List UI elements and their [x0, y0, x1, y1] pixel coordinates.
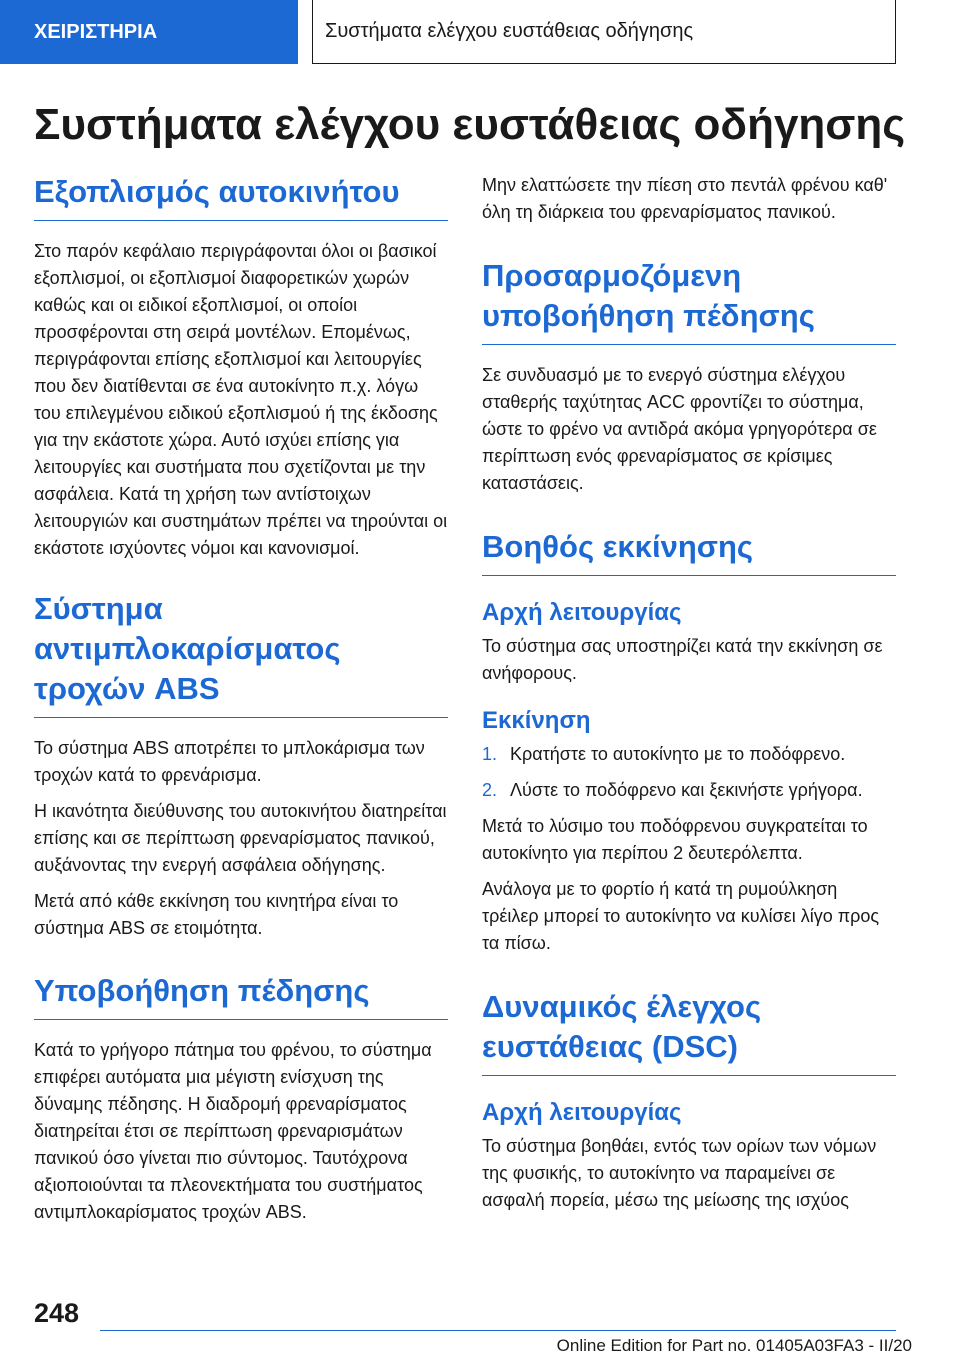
section-tab: ΧΕΙΡΙΣΤΗΡΙΑ	[0, 0, 298, 64]
step-text: Κρατήστε το αυτοκίνητο με το ποδόφρενο.	[510, 744, 846, 764]
subheading-start: Εκκίνηση	[482, 707, 591, 734]
heading-dsc: Δυναμικός έλεγχος ευστάθειας (DSC)	[482, 987, 896, 1076]
paragraph-equipment: Στο παρόν κεφάλαιο περιγράφονται όλοι οι βασικοί εξοπλισμοί, οι εξοπλισμοί διαφορετικών χωρών καθώς και οι ειδικοί εξοπλισμοί, οι οποίοι προσφέρονται στη σειρά μοντέλων. Επομένως, περιγράφονται επίσης εξοπλισμοί και λειτουργίες που δεν διατίθενται σε ένα αυτοκίνητο π.χ. λόγω του επιλεγμένου ειδικού εξοπλισμού ή της έκδοσης για την εκάστοτε χώρα. Αυτό ισχύει επίσης για λειτουργίες και συστήματα που σχετίζονται με την ασφάλεια. Κατά τη χρήση των αντίστοιχων λειτουργιών και συστημάτων πρέπει να τηρούνται οι εκάστοτε ισχύοντες νόμοι και κανονισμοί.	[34, 241, 448, 558]
start-steps	[482, 741, 896, 804]
step-item	[482, 741, 896, 768]
footer-divider	[100, 1330, 896, 1331]
subheading-dsc-principle: Αρχή λειτουργίας	[482, 1099, 682, 1126]
paragraph-start-1: Μετά το λύσιμο του ποδόφρενου συγκρατείται το αυτοκίνητο για περίπου 2 δευτερόλεπτα.	[482, 816, 868, 863]
subheading-principle: Αρχή λειτουργίας	[482, 599, 682, 626]
chapter-tab: Συστήματα ελέγχου ευστάθειας οδήγησης	[312, 0, 896, 64]
heading-brake-assist: Υποβοήθηση πέδησης	[34, 971, 448, 1020]
step-number: 1.	[482, 744, 498, 764]
right-column	[482, 172, 896, 1214]
page-number: 248	[34, 1298, 80, 1328]
paragraph-principle: Το σύστημα σας υποστηρίζει κατά την εκκίνηση σε ανήφορους.	[482, 636, 883, 683]
footer-edition: Online Edition for Part no. 01405A03FA3 - II/20	[556, 1336, 912, 1355]
step-number: 2.	[482, 780, 498, 800]
paragraph-brake-assist-cont: Μην ελαττώσετε την πίεση στο πεντάλ φρένου καθ' όλη τη διάρκεια του φρεναρίσματος πανικού.	[482, 175, 888, 222]
step-item	[482, 777, 896, 804]
paragraph-dsc: Το σύστημα βοηθάει, εντός των ορίων των νόμων της φυσικής, το αυτοκίνητο να παραμείνει σε ασφαλή πορεία, μέσω της μείωσης της ισχύος	[482, 1136, 877, 1210]
paragraph-adaptive-brake: Σε συνδυασμό με το ενεργό σύστημα ελέγχου σταθερής ταχύτητας ACC φροντίζει το σύστημα, ώστε το φρένο να αντιδρά ακόμα γρηγορότερα σε περίπτωση ενός φρεναρίσματος σε κρίσιμες καταστάσεις.	[482, 365, 877, 493]
paragraph-brake-assist: Κατά το γρήγορο πάτημα του φρένου, το σύστημα επιφέρει αυτόματα μια μέγιστη ενίσχυση της δύναμης πέδησης. Η διαδρομή φρεναρίσματος διατηρείται έτσι σε περίπτωση φρεναρισμάτων πανικού όσο γίνεται πιο σύντομος. Ταυτόχρονα αξιοποιούνται τα πλεονεκτήματα του συστήματος αντιμπλοκαρίσματος τροχών ABS.	[34, 1040, 432, 1222]
step-text: Λύστε το ποδόφρενο και ξεκινήστε γρήγορα.	[510, 780, 863, 800]
heading-equipment: Εξοπλισμός αυτοκινήτου	[34, 172, 448, 221]
heading-adaptive-brake: Προσαρμοζόμενη υποβοήθηση πέδησης	[482, 256, 896, 345]
left-column	[34, 172, 448, 1226]
paragraph-abs-2: Η ικανότητα διεύθυνσης του αυτοκινήτου διατηρείται επίσης και σε περίπτωση φρεναρίσματος πανικού, αυξάνοντας την ενεργή ασφάλεια οδήγησης.	[34, 801, 447, 875]
heading-start-assist: Βοηθός εκκίνησης	[482, 527, 896, 576]
paragraph-abs-3: Μετά από κάθε εκκίνηση του κινητήρα είναι το σύστημα ABS σε ετοιμότητα.	[34, 891, 399, 938]
heading-abs: Σύστημα αντιμπλοκαρίσματος τροχών ABS	[34, 589, 448, 718]
paragraph-abs-1: Το σύστημα ABS αποτρέπει το μπλοκάρισμα των τροχών κατά το φρενάρισμα.	[34, 738, 425, 785]
page-title: Συστήματα ελέγχου ευστάθειας οδήγησης	[34, 100, 906, 149]
paragraph-start-2: Ανάλογα με το φορτίο ή κατά τη ρυμούλκηση τρέιλερ μπορεί το αυτοκίνητο να κυλίσει λίγο προς τα πίσω.	[482, 879, 880, 953]
